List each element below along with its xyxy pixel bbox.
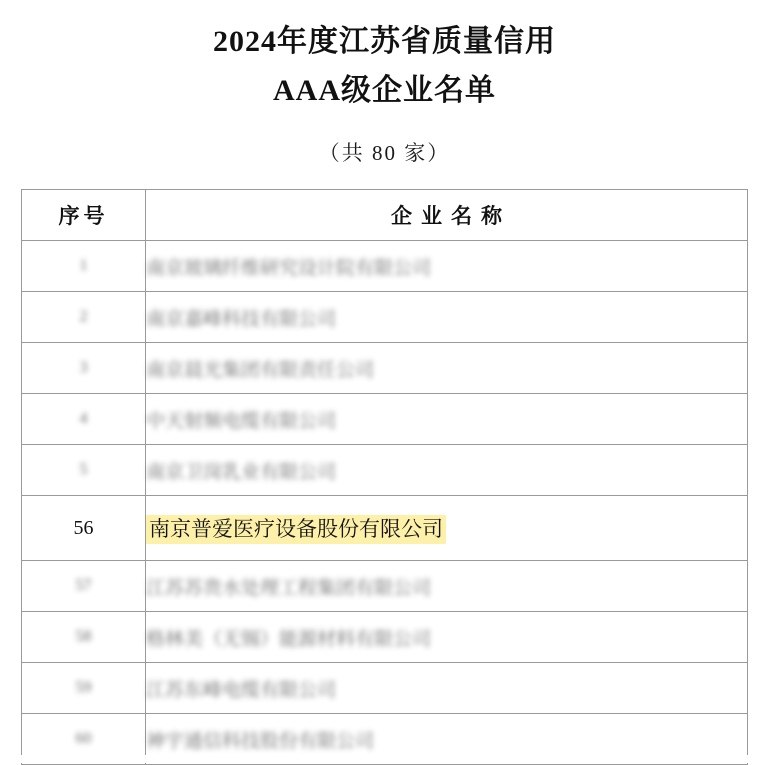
- column-header-index: 序号: [22, 190, 146, 241]
- table-row: [22, 561, 748, 612]
- table-body: [22, 241, 748, 765]
- page-title-line-1: 2024年度江苏省质量信用: [213, 25, 556, 58]
- page-title: [0, 0, 769, 115]
- row-index: 59: [22, 663, 146, 714]
- table-row: [22, 663, 748, 714]
- row-index: 1: [22, 241, 146, 292]
- row-company-name: 中天射频电缆有限公司: [146, 394, 748, 445]
- row-company-name: 南京卫岗乳业有限公司: [146, 445, 748, 496]
- row-index: 60: [22, 714, 146, 765]
- row-company-name: 南京玻璃纤维研究设计院有限公司: [146, 241, 748, 292]
- row-index: 5: [22, 445, 146, 496]
- table-row: [22, 343, 748, 394]
- table-row: [22, 394, 748, 445]
- row-company-name: 格林美（无锡）能源材料有限公司: [146, 612, 748, 663]
- page-bottom-edge: [0, 755, 769, 763]
- table-row: [22, 292, 748, 343]
- row-company-name: 南京晨光集团有限责任公司: [146, 343, 748, 394]
- highlight-marker: 南京普爱医疗设备股份有限公司: [146, 515, 446, 544]
- row-index: 2: [22, 292, 146, 343]
- row-company-name: 江苏苏贵水处理工程集团有限公司: [146, 561, 748, 612]
- row-index: 58: [22, 612, 146, 663]
- page-subtitle: （共 80 家）: [318, 141, 451, 166]
- table-header-row: [22, 190, 748, 241]
- column-header-name: 企业名称: [146, 190, 748, 241]
- row-company-name: 神宇通信科技股份有限公司: [146, 714, 748, 765]
- table-row: [22, 612, 748, 663]
- row-index: 57: [22, 561, 146, 612]
- row-company-name: 南京嘉峰科技有限公司: [146, 292, 748, 343]
- row-index: 4: [22, 394, 146, 445]
- company-list-table: [21, 189, 748, 765]
- table-header: [22, 190, 748, 241]
- row-index: 56: [22, 496, 146, 561]
- table-row-highlighted: [22, 496, 748, 561]
- table-row: [22, 241, 748, 292]
- table-row: [22, 445, 748, 496]
- row-company-name: 江苏东峰电缆有限公司: [146, 663, 748, 714]
- row-index: 3: [22, 343, 146, 394]
- row-company-name-highlighted: [146, 496, 748, 561]
- page-title-line-2: AAA级企业名单: [273, 73, 496, 107]
